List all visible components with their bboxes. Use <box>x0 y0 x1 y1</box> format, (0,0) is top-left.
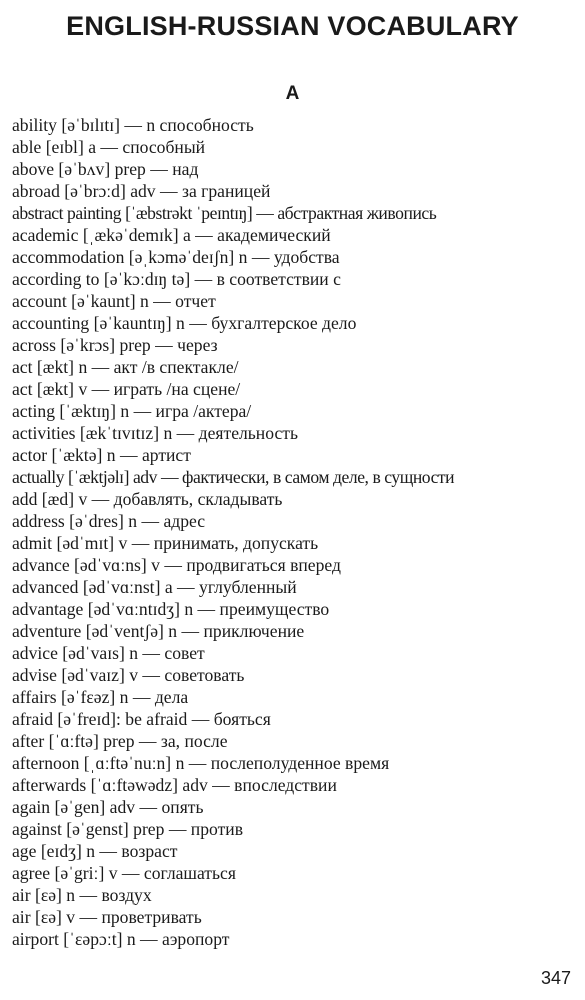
vocabulary-list <box>12 114 580 950</box>
vocabulary-entry: academic [ˌækəˈdemɪk] a — академический <box>12 225 331 245</box>
vocabulary-entry: advance [ədˈvɑːns] v — продвигаться вперед <box>12 555 341 575</box>
page-title: ENGLISH-RUSSIAN VOCABULARY <box>66 11 519 41</box>
vocabulary-entry: able [eɪbl] a — способный <box>12 137 206 157</box>
vocabulary-entry: afterwards [ˈɑːftəwədz] adv — впоследствии <box>12 775 337 795</box>
vocabulary-entry: act [ækt] n — акт /в спектакле/ <box>12 357 239 377</box>
vocabulary-entry: age [eɪdʒ] n — возраст <box>12 841 178 861</box>
vocabulary-entry: afraid [əˈfreɪd]: be afraid — бояться <box>12 709 271 729</box>
vocabulary-entry: accounting [əˈkauntɪŋ] n — бухгалтерское дело <box>12 313 357 333</box>
vocabulary-entry: account [əˈkaunt] n — отчет <box>12 291 216 311</box>
section-letter-heading: A <box>285 83 300 104</box>
vocabulary-entry: activities [ækˈtɪvɪtɪz] n — деятельность <box>12 423 298 443</box>
vocabulary-entry: actor [ˈæktə] n — артист <box>12 445 191 465</box>
vocabulary-entry: advise [ədˈvaɪz] v — советовать <box>12 665 245 685</box>
vocabulary-entry: advantage [ədˈvɑːntɪdʒ] n — преимущество <box>12 599 330 619</box>
vocabulary-entry: airport [ˈɛəpɔːt] n — аэропорт <box>12 929 230 949</box>
vocabulary-entry: air [ɛə] v — проветривать <box>12 907 202 927</box>
vocabulary-entry: across [əˈkrɔs] prep — через <box>12 335 218 355</box>
vocabulary-entry: after [ˈɑːftə] prep — за, после <box>12 731 228 751</box>
vocabulary-entry: air [ɛə] n — воздух <box>12 885 152 905</box>
vocabulary-entry: according to [əˈkɔːdɪŋ tə] — в соответствии с <box>12 269 341 289</box>
vocabulary-entry: afternoon [ˌɑːftəˈnuːn] n — послеполуденное время <box>12 753 390 773</box>
vocabulary-entry: add [æd] v — добавлять, складывать <box>12 489 283 509</box>
vocabulary-entry: again [əˈgen] adv — опять <box>12 797 204 817</box>
vocabulary-entry: admit [ədˈmɪt] v — принимать, допускать <box>12 533 319 553</box>
vocabulary-entry: act [ækt] v — играть /на сцене/ <box>12 379 241 399</box>
vocabulary-entry: ability [əˈbɪlɪtɪ] — n способность <box>12 115 254 135</box>
vocabulary-entry: address [əˈdres] n — адрес <box>12 511 206 531</box>
vocabulary-entry: agree [əˈgriː] v — соглашаться <box>12 863 236 883</box>
vocabulary-entry: abroad [əˈbrɔːd] adv — за границей <box>12 181 271 201</box>
vocabulary-entry: abstract painting [ˈæbstrəkt ˈpeɪntɪŋ] — абстрактная живопись <box>12 203 437 223</box>
vocabulary-entry: accommodation [əˌkɔməˈdeɪʃn] n — удобства <box>12 247 340 267</box>
vocabulary-entry: adventure [ədˈventʃə] n — приключение <box>12 621 305 641</box>
vocabulary-entry: actually [ˈæktjəlɪ] adv — фактически, в самом деле, в сущности <box>12 467 455 487</box>
vocabulary-entry: advanced [ədˈvɑːnst] a — углубленный <box>12 577 297 597</box>
vocabulary-entry: affairs [əˈfɛəz] n — дела <box>12 687 189 707</box>
vocabulary-entry: advice [ədˈvaɪs] n — совет <box>12 643 205 663</box>
vocabulary-entry: against [əˈgenst] prep — против <box>12 819 243 839</box>
vocabulary-entry: acting [ˈæktɪŋ] n — игра /актера/ <box>12 401 252 421</box>
vocabulary-entry: above [əˈbʌv] prep — над <box>12 159 199 179</box>
page-number: 347 <box>540 968 571 988</box>
